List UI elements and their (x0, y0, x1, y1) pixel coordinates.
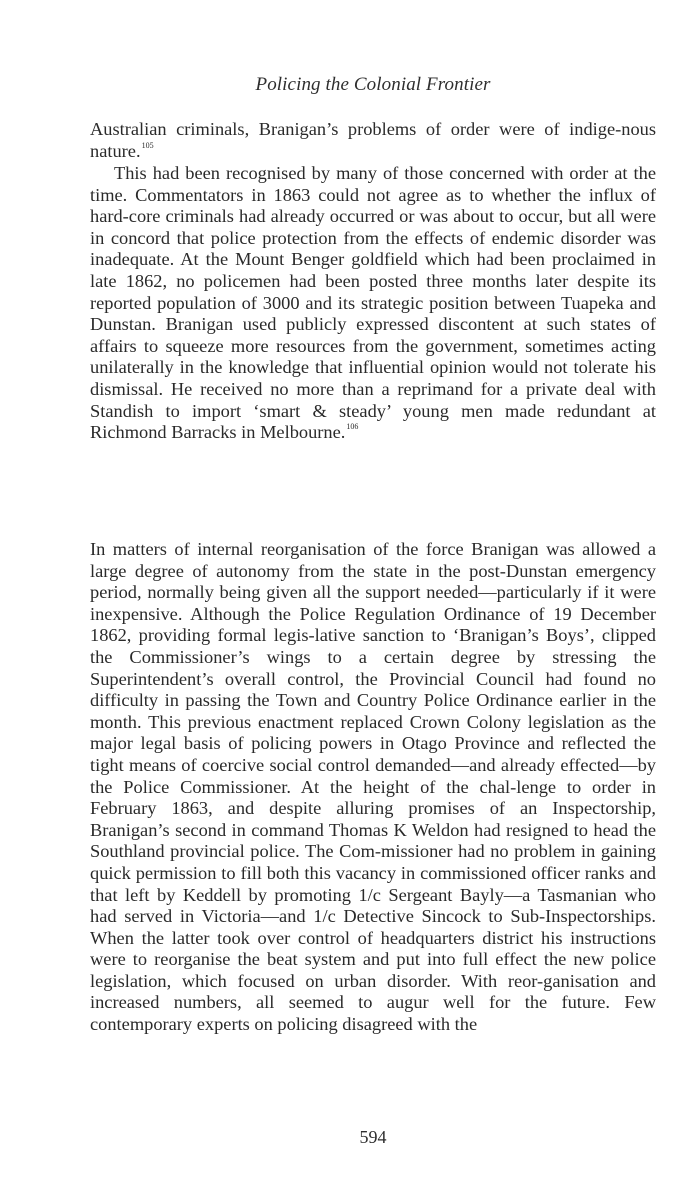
running-head: Policing the Colonial Frontier (255, 74, 491, 95)
paragraph-recognised (90, 163, 656, 444)
paragraph-3-text: In matters of internal reorganisation of the force Branigan was allowed a large degree of autonomy from the state in the post-Dunstan emergency period, normally being given all the support needed—particularly if it were inexpensive. Although the Police Regulation Ordinance of 19 December 1862, providing formal legis-lative sanction to ‘Branigan’s Boys’, clipped the Commissioner’s wings to a certain degree by stressing the Superintendent’s overall control, the Provincial Council had found no difficulty in passing the Town and Country Police Ordinance earlier in the month. This previous enactment replaced Crown Colony legislation as the major legal basis of policing powers in Otago Province and reflected the tight means of coercive social control demanded—and already effected—by the Police Commissioner. At the height of the chal-lenge to order in February 1863, and despite alluring promises of an Inspectorship, Branigan’s second in command Thomas K Weldon had resigned to head the Southland provincial police. The Com-missioner had no problem in gaining quick permission to fill both this vacancy in commissioned officer ranks and that left by Keddell by promoting 1/c Sergeant Bayly—a Tasmanian who had served in Victoria—and 1/c Detective Sincock to Sub-Inspectorships. When the latter took over control of headquarters district his instructions were to reorganise the beat system and put into full effect the new police legislation, which focused on urban disorder. With reor-ganisation and increased numbers, all seemed to augur well for the future. Few contemporary experts on policing disagreed with the (90, 539, 656, 1035)
paragraph-continued (90, 119, 656, 162)
paragraph-reorganisation (90, 539, 656, 1036)
paragraph-2-text: This had been recognised by many of those concerned with order at the time. Commentators in 1863 could not agree as to whether the influx of hard-core criminals had already occurred or was about to occur, but all were in concord that police protection from the effects of endemic disorder was inadequate. At the Mount Benger goldfield which had been proclaimed in late 1862, no policemen had been posted three months later despite its reported population of 3000 and its strategic position between Tuapeka and Dunstan. Branigan used publicly expressed discontent at such states of affairs to squeeze more resources from the government, sometimes acting unilaterally in the knowledge that influential opinion would not tolerate his dismissal. He received no more than a reprimand for a private deal with Standish to import ‘smart & steady’ young men made redundant at Richmond Barracks in Melbourne. (90, 163, 656, 443)
paragraph-1-text: Australian criminals, Branigan’s problems of order were of indige-nous nature. (90, 119, 656, 161)
footnote-ref-105: 105 (141, 140, 154, 150)
page-number: 594 (359, 1127, 387, 1147)
footnote-ref-106: 106 (346, 422, 359, 432)
